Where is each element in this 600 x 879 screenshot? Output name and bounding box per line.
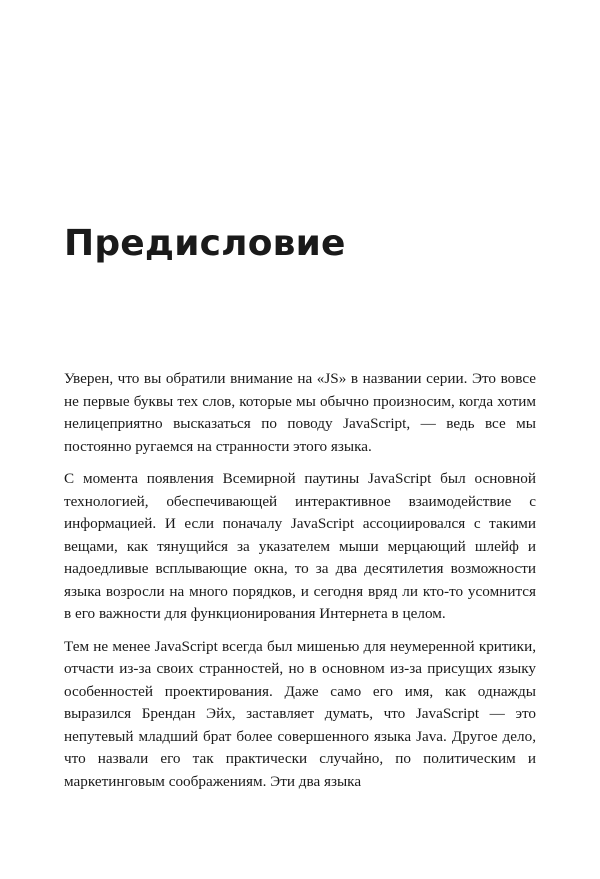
paragraph: Тем не менее JavaScript всегда был мишенью для неумеренной критики, отчасти из-за своих странностей, но в основном из-за присущих языку особенностей проектирования. Даже само его имя, как однажды выразился Брендан Эйх, заставляет думать, что JavaScript — это непутевый младший брат более совершенного языка Java. Другое дело, что назвали его так практически случайно, по политическим и маркетинговым соображениям. Эти два языка <box>64 637 536 790</box>
paragraph: Уверен, что вы обратили внимание на «JS» в названии серии. Это вовсе не первые буквы тех слов, которые мы обычно произносим, когда хотим нелицеприятно высказаться по поводу JavaScript, — ведь все мы постоянно ругаемся на странности этого языка. <box>64 370 536 455</box>
page-title: Предисловие <box>64 223 346 264</box>
paragraph: С момента появления Всемирной паутины JavaScript был основной технологией, обеспечивающей интерактивное взаимодействие с информацией. И если поначалу JavaScript ассоциировался с такими вещами, как тянущийся за указателем мыши мерцающий шлейф и надоедливые всплывающие окна, то за два десятилетия возможности языка возросли на много порядков, и сегодня вряд ли кто-то усомнится в его важности для функционирования Интернета в целом. <box>64 470 536 622</box>
body-text <box>64 368 536 793</box>
